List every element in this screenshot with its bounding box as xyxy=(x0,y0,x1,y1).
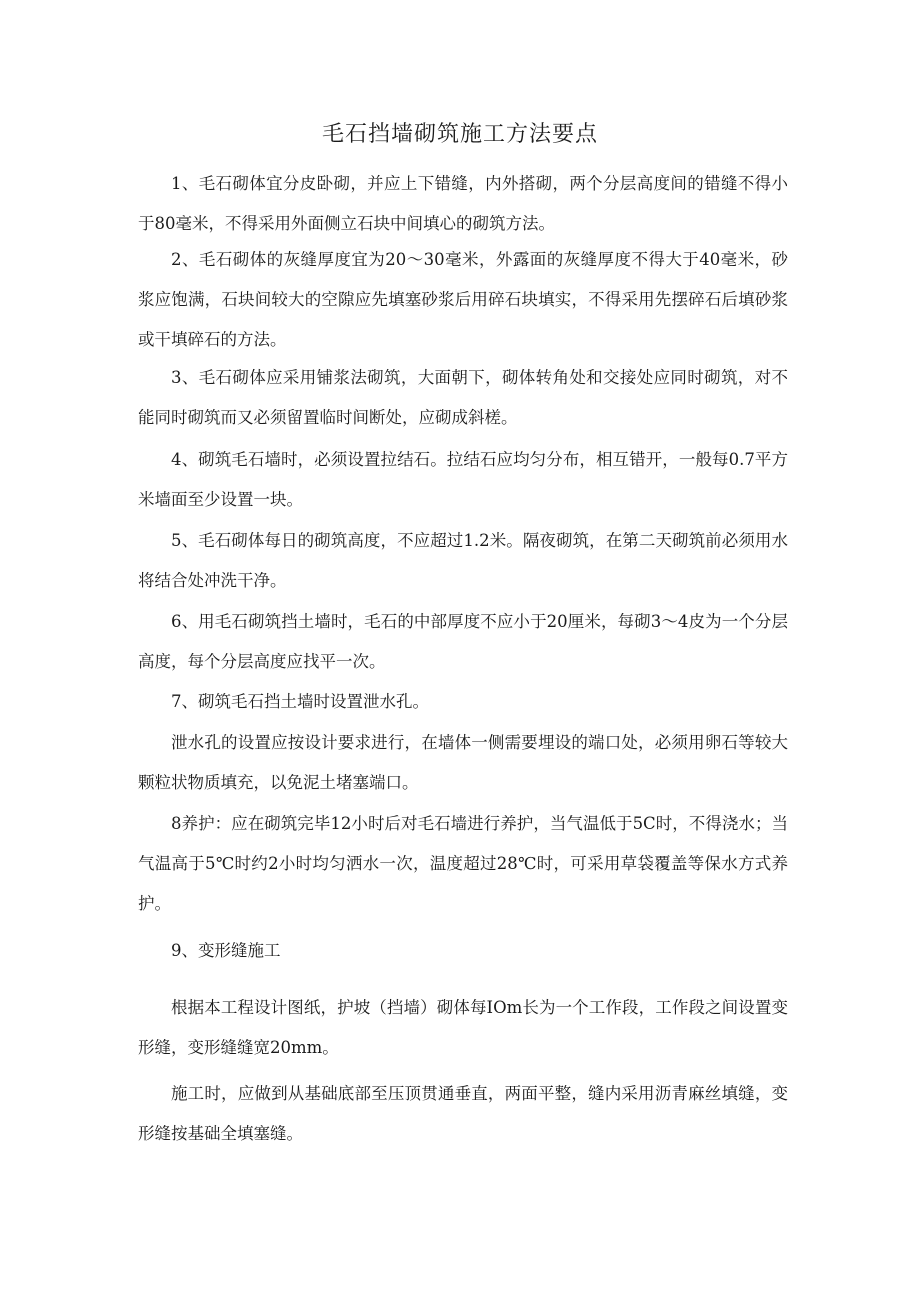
paragraph-5: 5、毛石砌体每日的砌筑高度，不应超过1.2米。隔夜砌筑，在第二天砌筑前必须用水将结合处冲洗干净。 xyxy=(138,531,788,590)
paragraph-2: 2、毛石砌体的灰缝厚度宜为20～30毫米，外露面的灰缝厚度不得大于40毫米，砂浆应饱满，石块间较大的空隙应先填塞砂浆后用碎石块填实，不得采用先摆碎石后填砂浆或干填碎石的方法。 xyxy=(138,250,788,349)
paragraph-drain-holes: 泄水孔的设置应按设计要求进行，在墙体一侧需要埋设的端口处，必须用卵石等较大颗粒状物质填充，以免泥土堵塞端口。 xyxy=(138,733,788,792)
paragraph-9: 9、变形缝施工 xyxy=(171,941,281,960)
document-title: 毛石挡墙砌筑施工方法要点 xyxy=(321,122,598,147)
paragraph-7: 7、砌筑毛石挡土墙时设置泄水孔。 xyxy=(171,692,429,711)
paragraph-construction: 施工时，应做到从基础底部至压顶贯通垂直，两面平整，缝内采用沥青麻丝填缝，变形缝按基础全填塞缝。 xyxy=(138,1084,788,1143)
paragraph-4: 4、砌筑毛石墙时，必须设置拉结石。拉结石应均匀分布，相互错开，一般每0.7平方米墙面至少设置一块。 xyxy=(138,450,788,509)
paragraph-expansion-joint: 根据本工程设计图纸，护坡（挡墙）砌体每IOm长为一个工作段，工作段之间设置变形缝，变形缝缝宽20mm。 xyxy=(138,998,788,1057)
paragraph-1: 1、毛石砌体宜分皮卧砌，并应上下错缝，内外搭砌，两个分层高度间的错缝不得小于80毫米，不得采用外面侧立石块中间填心的砌筑方法。 xyxy=(138,174,788,233)
paragraph-6: 6、用毛石砌筑挡土墙时，毛石的中部厚度不应小于20厘米，每砌3～4皮为一个分层高度，每个分层高度应找平一次。 xyxy=(138,612,788,671)
paragraph-3: 3、毛石砌体应采用铺浆法砌筑，大面朝下，砌体转角处和交接处应同时砌筑，对不能同时砌筑而又必须留置临时间断处，应砌成斜槎。 xyxy=(138,368,788,427)
paragraph-8: 8养护：应在砌筑完毕12小时后对毛石墙进行养护，当气温低于5C时，不得浇水；当气温高于5℃时约2小时均匀洒水一次，温度超过28℃时，可采用草袋覆盖等保水方式养护。 xyxy=(138,814,788,913)
